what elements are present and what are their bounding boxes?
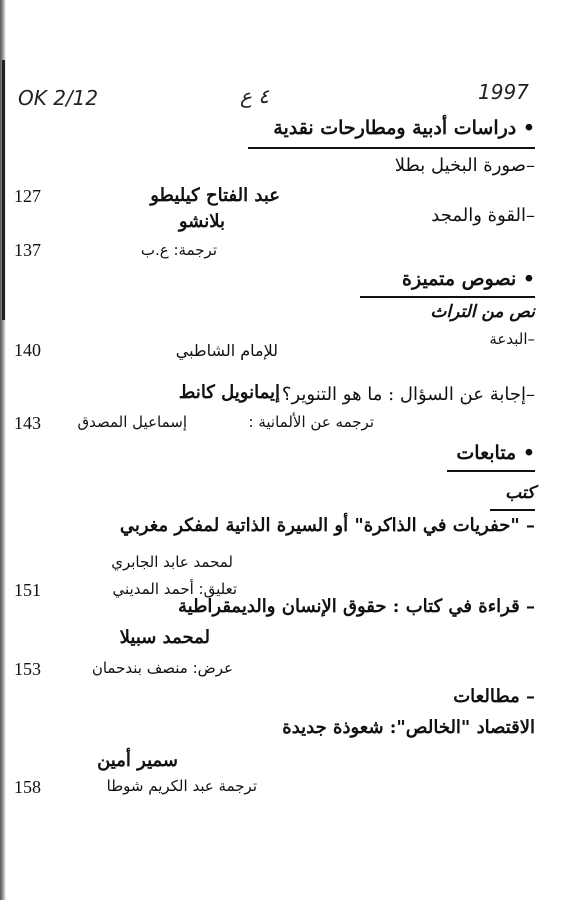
section-heading-underline bbox=[447, 470, 535, 472]
page-number: 158 bbox=[14, 777, 41, 797]
article-translator: إسماعيل المصدق bbox=[77, 413, 187, 431]
book-reviewer: عرض: منصف بندحمان bbox=[91, 659, 233, 677]
page-number: 137 bbox=[14, 240, 41, 260]
page-number: 153 bbox=[14, 659, 41, 679]
subsection-heading: كتب bbox=[505, 483, 535, 503]
section-heading-follow-ups: • متابعات bbox=[456, 442, 535, 464]
page-number: 127 bbox=[14, 186, 41, 206]
section-heading-underline bbox=[360, 296, 535, 298]
binding-shadow bbox=[2, 60, 5, 320]
handwritten-year-note: 1997 bbox=[478, 80, 529, 104]
article-author: للإمام الشاطبي bbox=[175, 341, 278, 360]
book-author: لمحمد سبيلا bbox=[119, 627, 210, 648]
article-title: –صورة البخيل بطلا bbox=[394, 155, 535, 176]
article-author: عبد الفتاح كيليطو bbox=[150, 185, 280, 206]
article-translator: ترجمة: ع.ب bbox=[140, 241, 217, 259]
book-title: – قراءة في كتاب : حقوق الإنسان والديمقراطية bbox=[177, 596, 535, 617]
section-heading-distinguished-texts: • نصوص متميزة bbox=[402, 268, 535, 290]
handwritten-mid-note: ٤ ع bbox=[240, 84, 270, 108]
readings-label: – مطالعات bbox=[453, 686, 535, 707]
article-author: إيمانويل كانط bbox=[178, 382, 280, 403]
article-title: –البدعة bbox=[489, 330, 535, 348]
reading-author: سمير أمين bbox=[97, 750, 178, 771]
page-number: 143 bbox=[14, 413, 41, 433]
handwritten-ok-note: OK 2/12 bbox=[18, 86, 99, 110]
article-title: –القوة والمجد bbox=[431, 205, 535, 226]
translator-label: ترجمه عن الألمانية : bbox=[248, 413, 374, 431]
reading-title: الاقتصاد "الخالص": شعوذة جديدة bbox=[282, 717, 535, 738]
article-title: –إجابة عن السؤال : ما هو التنوير؟ bbox=[281, 384, 535, 405]
section-heading-underline bbox=[248, 147, 535, 149]
book-commentator: تعليق: أحمد المديني bbox=[112, 580, 237, 598]
article-author: بلانشو bbox=[178, 211, 225, 232]
subsection-heading: نص من التراث bbox=[430, 302, 535, 322]
subsection-underline bbox=[490, 509, 535, 511]
page-number: 151 bbox=[14, 580, 41, 600]
page-number: 140 bbox=[14, 340, 41, 360]
reading-translator: ترجمة عبد الكريم شوطا bbox=[106, 777, 257, 795]
book-title: – "حفريات في الذاكرة" أو السيرة الذاتية لمفكر مغربي bbox=[119, 515, 535, 536]
book-author: لمحمد عابد الجابري bbox=[111, 553, 233, 571]
section-heading-literary-studies: • دراسات أدبية ومطارحات نقدية bbox=[273, 117, 535, 139]
